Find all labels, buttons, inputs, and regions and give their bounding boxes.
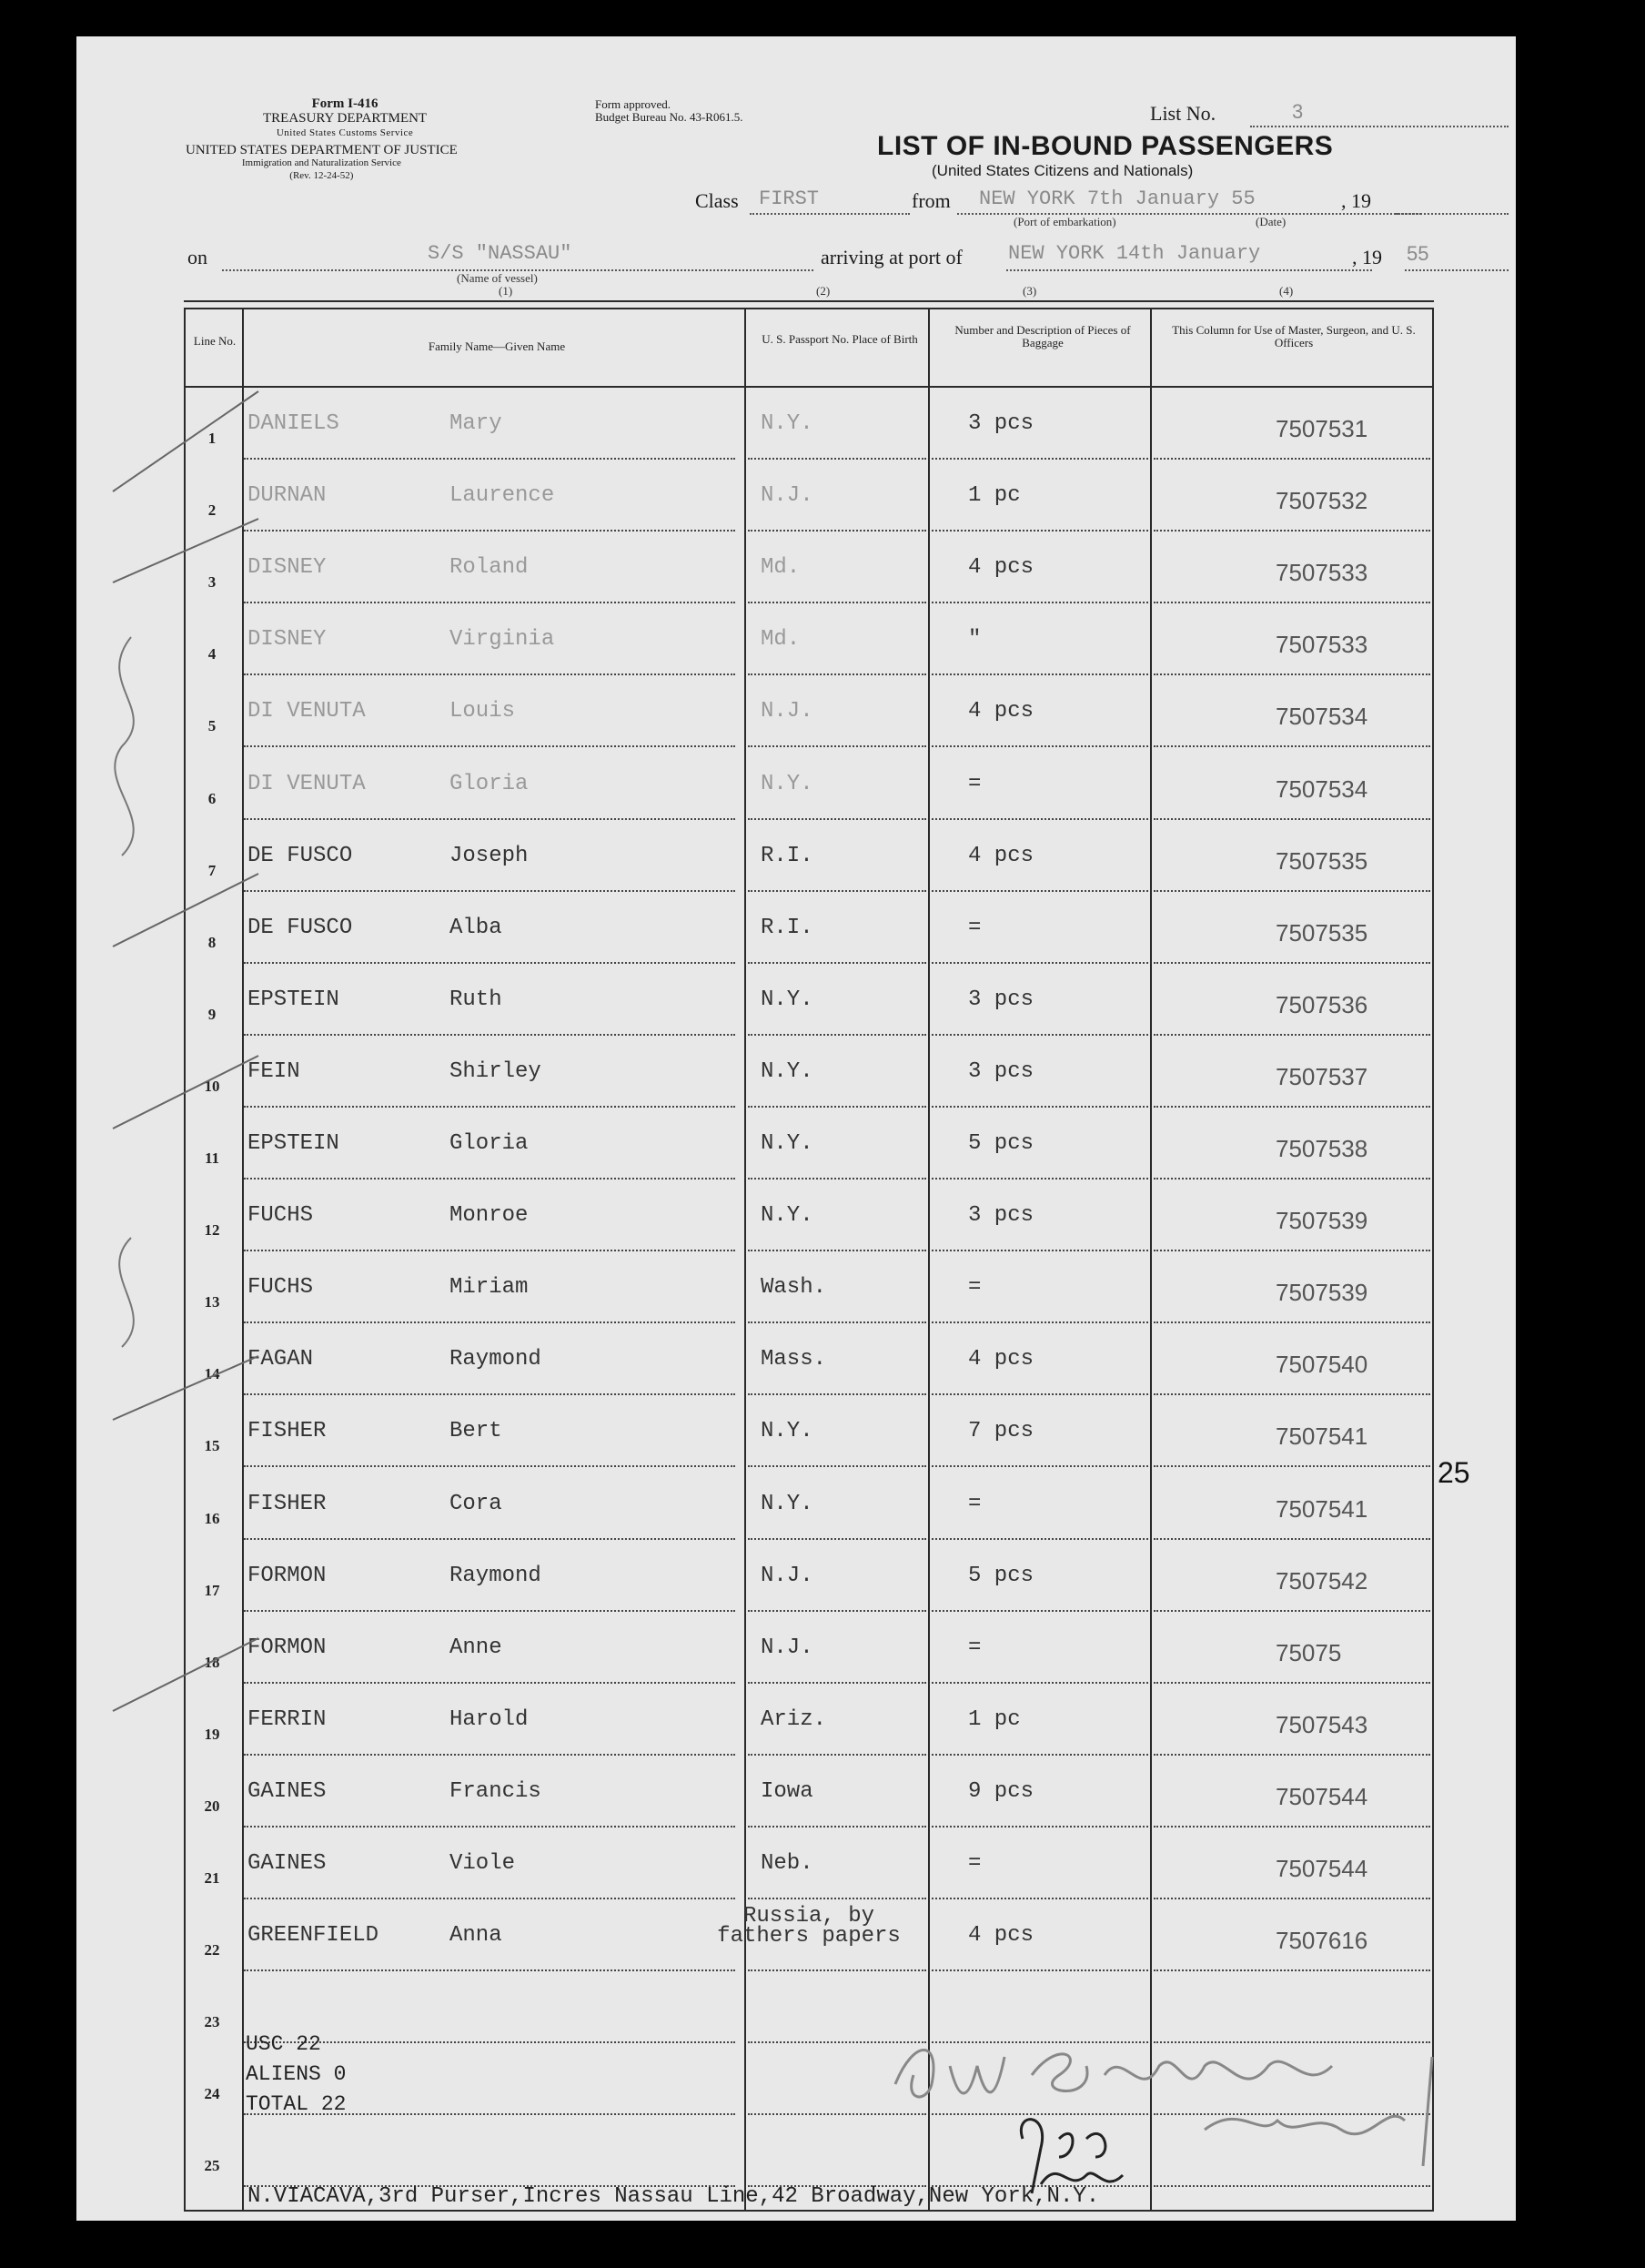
officer-number: 7507540 [1276,1351,1368,1379]
table-row [186,1036,1432,1108]
family-name: EPSTEIN [247,987,339,1012]
given-name: Anna [449,1923,502,1949]
officer-number: 7507544 [1276,1855,1368,1882]
baggage: = [968,1275,982,1301]
margin-number: 25 [1438,1456,1470,1489]
line-number: 10 [204,1077,220,1095]
table-row [186,532,1432,603]
place-of-birth: N.Y. [761,1058,813,1084]
family-name: GREENFIELD [247,1923,379,1949]
baggage: 3 pcs [968,1058,1034,1084]
baggage: = [968,1851,982,1876]
table-row [186,1612,1432,1684]
place-of-birth: N.J. [761,483,813,509]
totals-block [246,2030,346,2120]
totals-usc: USC 22 [246,2032,321,2056]
place-of-birth: N.Y. [761,987,813,1012]
table-row [186,964,1432,1036]
family-name: FEIN [247,1058,300,1084]
col-header-passport: U. S. Passport No. Place of Birth [762,332,918,346]
arrival-year-label: , 19 [1352,246,1382,268]
place-of-birth: Mass. [761,1347,827,1372]
family-name: DE FUSCO [247,915,353,940]
baggage: 3 pcs [968,987,1034,1012]
family-name: DANIELS [247,411,339,436]
baggage: = [968,1635,982,1660]
family-name: DE FUSCO [247,843,353,868]
family-name: DURNAN [247,483,327,509]
family-name: DISNEY [247,555,327,581]
place-of-birth: N.Y. [761,771,813,796]
place-of-birth: N.Y. [761,411,813,436]
line-number: 5 [207,717,217,735]
class-value: FIRST [759,187,820,210]
family-name: FAGAN [247,1347,314,1372]
baggage: 4 pcs [968,843,1034,868]
doj-label: UNITED STATES DEPARTMENT OF JUSTICE [186,143,458,157]
place-of-birth: N.J. [761,1563,813,1588]
on-label: on [187,246,207,268]
baggage: = [968,1491,982,1516]
officer-number: 7507533 [1276,631,1368,659]
line-number: 20 [204,1797,220,1815]
table-row [186,1899,1432,1971]
purser-line: N.VIACAVA,3rd Purser,Incres Nassau Line,42 Broadway,New York,N.Y. [247,2184,1100,2209]
table-row [186,1756,1432,1828]
given-name: Cora [449,1491,502,1516]
place-of-birth: N.Y. [761,1419,813,1444]
given-name: Roland [449,555,529,581]
margin-check-marks [76,364,295,1911]
given-name: Louis [449,699,516,724]
officer-number: 7507544 [1276,1782,1368,1810]
baggage: 5 pcs [968,1131,1034,1156]
given-name: Bert [449,1419,502,1444]
officer-number: 7507536 [1276,990,1368,1018]
customs-label: United States Customs Service [276,127,414,138]
given-name: Francis [449,1778,541,1804]
line-number: 24 [204,2085,220,2103]
form-number: Form I-416 [311,96,378,111]
place-of-birth: N.Y. [761,1491,813,1516]
from-label: from [912,189,951,212]
list-no-label: List No. [1150,102,1216,125]
ins-label: Immigration and Naturalization Service [241,157,401,168]
line-number: 7 [207,861,217,879]
place-of-birth: R.I. [761,915,813,940]
table-row [186,1180,1432,1251]
line-number: 8 [207,933,217,951]
form-id-block [263,96,427,140]
line-number: 2 [207,501,217,520]
line-number: 25 [204,2157,220,2175]
family-name: GAINES [247,1778,327,1804]
col-num-2: (2) [816,284,831,298]
family-name: FUCHS [247,1203,314,1229]
vessel-caption-num: (1) [499,284,513,298]
family-name: DISNEY [247,627,327,653]
arrival-port-value: NEW YORK 14th January [1008,242,1261,265]
officer-number: 7507534 [1276,775,1368,803]
line-number: 12 [204,1221,220,1240]
given-name: Miriam [449,1275,529,1301]
officer-number: 7507543 [1276,1710,1368,1738]
doj-block [186,144,458,182]
arriving-label: arriving at port of [821,246,963,268]
line-number: 4 [207,645,217,663]
totals-aliens: ALIENS 0 [246,2062,347,2086]
table-row [186,1323,1432,1395]
line-number: 15 [204,1437,220,1455]
table-row [186,1684,1432,1756]
table-row [186,1108,1432,1180]
officer-number: 7507616 [1276,1927,1368,1955]
place-of-birth: Russia, by fathers papers [717,1904,901,1949]
baggage: = [968,771,982,796]
place-of-birth: N.J. [761,699,813,724]
line-number: 14 [204,1365,220,1383]
table-row [186,1828,1432,1899]
approval-block [595,98,742,124]
place-of-birth: N.Y. [761,1203,813,1229]
date-caption: (Date) [1256,215,1287,228]
officer-number: 7507534 [1276,703,1368,731]
col-header-line-no: Line No. [193,334,237,348]
baggage: 3 pcs [968,1203,1034,1229]
given-name: Mary [449,411,502,436]
line-number: 16 [204,1509,220,1527]
officer-number: 7507535 [1276,918,1368,947]
table-row [186,388,1432,460]
officer-number: 7507532 [1276,487,1368,515]
table-row [186,1395,1432,1467]
line-number: 6 [207,789,217,807]
manifest-page [76,36,1516,2221]
family-name: FISHER [247,1419,327,1444]
officer-number: 7507542 [1276,1566,1368,1595]
table-row [186,820,1432,892]
list-no-value: 3 [1292,100,1304,123]
officer-number: 7507541 [1276,1423,1368,1451]
family-name: FISHER [247,1491,327,1516]
approval-label: Form approved. [595,97,671,111]
place-of-birth: Neb. [761,1851,813,1876]
line-number: 13 [204,1293,220,1311]
given-name: Ruth [449,987,502,1012]
line-number: 11 [204,1149,220,1167]
place-of-birth: Md. [761,555,801,581]
line-number: 22 [204,1941,220,1959]
given-name: Shirley [449,1058,541,1084]
line-number: 3 [207,573,217,592]
family-name: FUCHS [247,1275,314,1301]
baggage: " [968,627,982,653]
passenger-table [184,308,1434,2212]
place-of-birth: Iowa [761,1778,813,1804]
given-name: Viole [449,1851,516,1876]
line-number: 9 [207,1005,217,1023]
baggage: 3 pcs [968,411,1034,436]
place-of-birth: R.I. [761,843,813,868]
baggage: 4 pcs [968,699,1034,724]
line-number: 17 [204,1581,220,1599]
table-row [186,1468,1432,1540]
officer-number: 7507533 [1276,559,1368,587]
baggage: 5 pcs [968,1563,1034,1588]
officer-number: 7507541 [1276,1494,1368,1523]
vessel-caption: (Name of vessel) [457,271,538,285]
class-label: Class [695,189,739,212]
family-name: FORMON [247,1563,327,1588]
treasury-label: TREASURY DEPARTMENT [263,111,428,126]
officer-number: 7507535 [1276,846,1368,875]
family-name: DI VENUTA [247,771,366,796]
given-name: Joseph [449,843,529,868]
given-name: Harold [449,1706,529,1732]
given-name: Raymond [449,1347,541,1372]
officer-signature [877,2002,1496,2202]
baggage: 1 pc [968,483,1021,509]
officer-number: 7507537 [1276,1062,1368,1090]
given-name: Alba [449,915,502,940]
officer-number: 75075 [1276,1638,1342,1666]
line-number: 23 [204,2013,220,2031]
place-of-birth: Ariz. [761,1706,827,1732]
table-row [186,603,1432,675]
given-name: Laurence [449,483,555,509]
given-name: Monroe [449,1203,529,1229]
baggage: 4 pcs [968,1923,1034,1949]
family-name: DI VENUTA [247,699,366,724]
col-header-officers: This Column for Use of Master, Surgeon, and U. S. Officers [1172,323,1416,349]
arrival-year-value: 55 [1407,242,1429,265]
line-number: 18 [204,1653,220,1671]
family-name: GAINES [247,1851,327,1876]
line-number: 1 [207,430,217,447]
given-name: Gloria [449,1131,529,1156]
family-name: FORMON [247,1635,327,1660]
officer-number: 7507539 [1276,1279,1368,1307]
officer-number: 7507539 [1276,1207,1368,1235]
given-name: Virginia [449,627,555,653]
line-number: 19 [204,1725,220,1743]
given-name: Raymond [449,1563,541,1588]
page-subtitle: (United States Citizens and Nationals) [932,162,1194,179]
place-of-birth: Md. [761,627,801,653]
table-row [186,1251,1432,1323]
vessel-name: S/S "NASSAU" [428,242,572,265]
table-row [186,748,1432,820]
officer-number: 7507538 [1276,1135,1368,1162]
given-name: Anne [449,1635,502,1660]
col-header-baggage: Number and Description of Pieces of Baggage [954,323,1131,349]
place-of-birth: N.Y. [761,1131,813,1156]
baggage: 9 pcs [968,1778,1034,1804]
table-row [186,675,1432,747]
revision-label: (Rev. 12-24-52) [289,170,354,181]
year-label: , 19 [1341,189,1371,212]
family-name: FERRIN [247,1706,327,1732]
baggage: 4 pcs [968,555,1034,581]
place-of-birth: Wash. [761,1275,827,1301]
embarkation-value: NEW YORK 7th January 55 [979,187,1256,210]
baggage: 1 pc [968,1706,1021,1732]
port-caption: (Port of embarkation) [1014,215,1116,228]
page-title: LIST OF IN-BOUND PASSENGERS [877,131,1334,161]
baggage: 7 pcs [968,1419,1034,1444]
baggage: = [968,915,982,940]
given-name: Gloria [449,771,529,796]
table-row [186,1540,1432,1612]
baggage: 4 pcs [968,1347,1034,1372]
table-row [186,460,1432,532]
place-of-birth: N.J. [761,1635,813,1660]
family-name: EPSTEIN [247,1131,339,1156]
totals-total: TOTAL 22 [246,2092,347,2116]
officer-number: 7507531 [1276,415,1368,442]
line-number: 21 [204,1869,220,1887]
table-row [186,892,1432,964]
budget-bureau-label: Budget Bureau No. 43-R061.5. [595,110,743,124]
col-num-4: (4) [1279,284,1294,298]
col-num-3: (3) [1023,284,1037,298]
col-header-name: Family Name—Given Name [428,339,566,353]
